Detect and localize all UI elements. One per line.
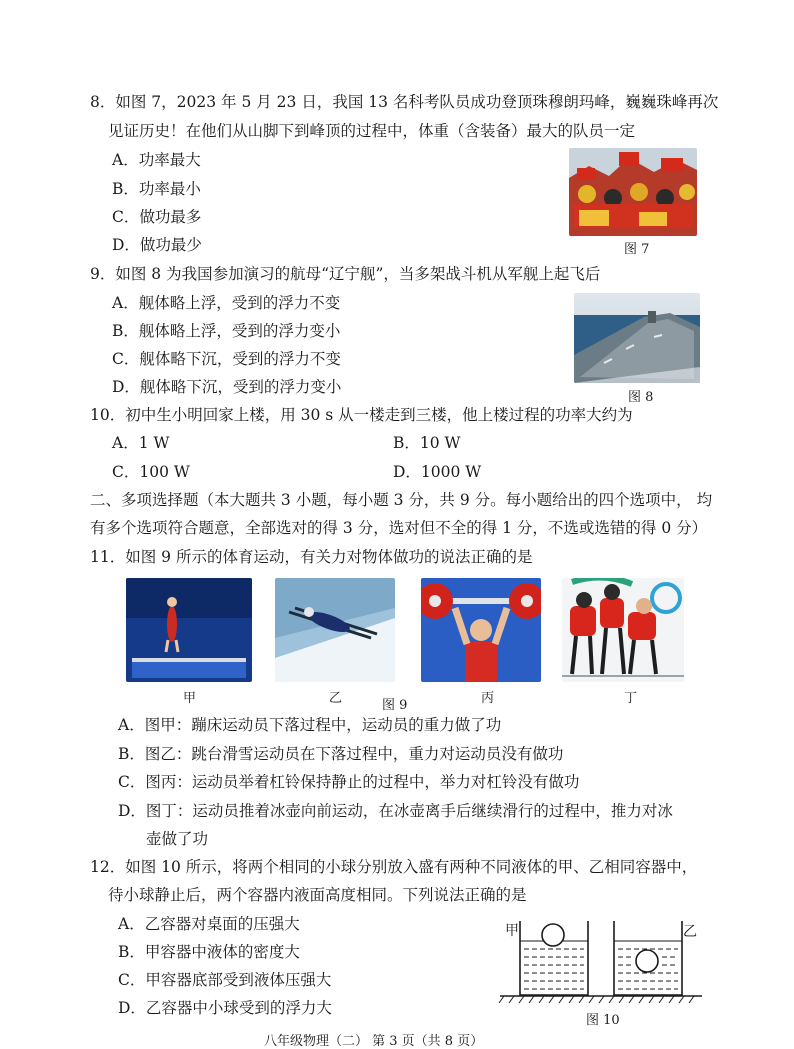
q8-option-b: B．功率最小 [112,180,201,198]
q11-option-c: C．图丙：运动员举着杠铃保持静止的过程中，举力对杠铃没有做功 [118,773,580,791]
container-label-yi: 乙 [683,924,697,940]
figure-9-label-ding: 丁 [624,691,638,706]
curling-illustration [562,578,684,682]
q8-option-d: D．做功最少 [112,236,202,254]
page-footer: 八年级物理（二） 第 3 页（共 8 页） [264,1034,484,1049]
container-jia [520,921,588,995]
figure-9-label-yi: 乙 [329,691,343,706]
figure-10-containers-diagram [496,915,706,1005]
figure-8-caption: 图 8 [628,390,654,405]
figure-9-panel-bing [421,578,541,682]
figure-9-label-bing: 丙 [481,691,495,706]
figure-9-panel-yi [275,578,395,682]
q12-option-b: B．甲容器中液体的密度大 [118,943,300,961]
section-2-heading-line2: 有多个选项符合题意，全部选对的得 3 分，选对但不全的得 1 分，不选或选错的得 0 分） [90,519,708,537]
q10-option-c: C．100 W [112,463,190,481]
q11-option-d-continued: 壶做了功 [146,830,209,848]
q11-option-a: A．图甲：蹦床运动员下落过程中，运动员的重力做了功 [118,716,502,734]
ball-floating [542,924,564,946]
figure-9-panel-ding [562,578,684,682]
q9-stem: 9．如图 8 为我国参加演习的航母“辽宁舰”，当多架战斗机从军舰上起飞后 [90,265,601,283]
aircraft-carrier-illustration [574,293,700,383]
container-label-jia: 甲 [505,923,519,939]
q11-stem: 11．如图 9 所示的体育运动，有关力对物体做功的说法正确的是 [90,548,533,566]
figure-9-label-jia: 甲 [183,691,197,706]
q10-option-d: D．1000 W [393,463,482,481]
weightlifting-illustration [421,578,541,682]
section-2-heading-line1: 二、多项选择题（本大题共 3 小题，每小题 3 分，共 9 分。每小题给出的四个选项中， 均 [90,491,713,509]
q12-option-c: C．甲容器底部受到液体压强大 [118,971,332,989]
figure-7-summit-photo [569,148,697,236]
q10-stem: 10．初中生小明回家上楼，用 30 s 从一楼走到三楼，他上楼过程的功率大约为 [90,406,633,424]
table-surface [499,996,702,1003]
figure-7-caption: 图 7 [624,242,650,257]
q12-stem-line2: 待小球静止后，两个容器内液面高度相同。下列说法正确的是 [108,886,527,904]
q8-stem-line1: 8．如图 7，2023 年 5 月 23 日，我国 13 名科考队员成功登顶珠穆朗玛峰，巍巍珠峰再次 [90,93,719,111]
q12-option-a: A．乙容器对桌面的压强大 [118,915,300,933]
container-yi [614,921,682,995]
q11-option-b: B．图乙：跳台滑雪运动员在下落过程中，重力对运动员没有做功 [118,745,564,763]
q12-stem-line1: 12．如图 10 所示，将两个相同的小球分别放入盛有两种不同液体的甲、乙相同容器中， [90,858,698,876]
q10-option-a: A．1 W [112,434,170,452]
q8-option-a: A．功率最大 [112,151,201,169]
figure-10-caption: 图 10 [586,1013,620,1028]
ball-suspended [636,950,658,972]
summit-team-illustration [569,148,697,236]
q11-option-d: D．图丁：运动员推着冰壶向前运动，在冰壶离手后继续滑行的过程中，推力对冰 [118,802,673,820]
q8-stem-line2: 见证历史！在他们从山脚下到峰顶的过程中，体重（含装备）最大的队员一定 [108,122,636,140]
ski-jump-illustration [275,578,395,682]
figure-9-panel-jia [126,578,252,682]
q9-option-a: A．舰体略上浮，受到的浮力不变 [112,294,341,312]
q8-option-c: C．做功最多 [112,208,202,226]
q9-option-d: D．舰体略下沉，受到的浮力变小 [112,378,342,396]
q9-option-c: C．舰体略下沉，受到的浮力不变 [112,350,341,368]
q10-option-b: B．10 W [393,434,461,452]
figure-9-caption: 图 9 [382,698,408,713]
q9-option-b: B．舰体略上浮，受到的浮力变小 [112,322,341,340]
q12-option-d: D．乙容器中小球受到的浮力大 [118,999,332,1017]
figure-8-carrier-photo [574,293,700,383]
trampoline-illustration [126,578,252,682]
